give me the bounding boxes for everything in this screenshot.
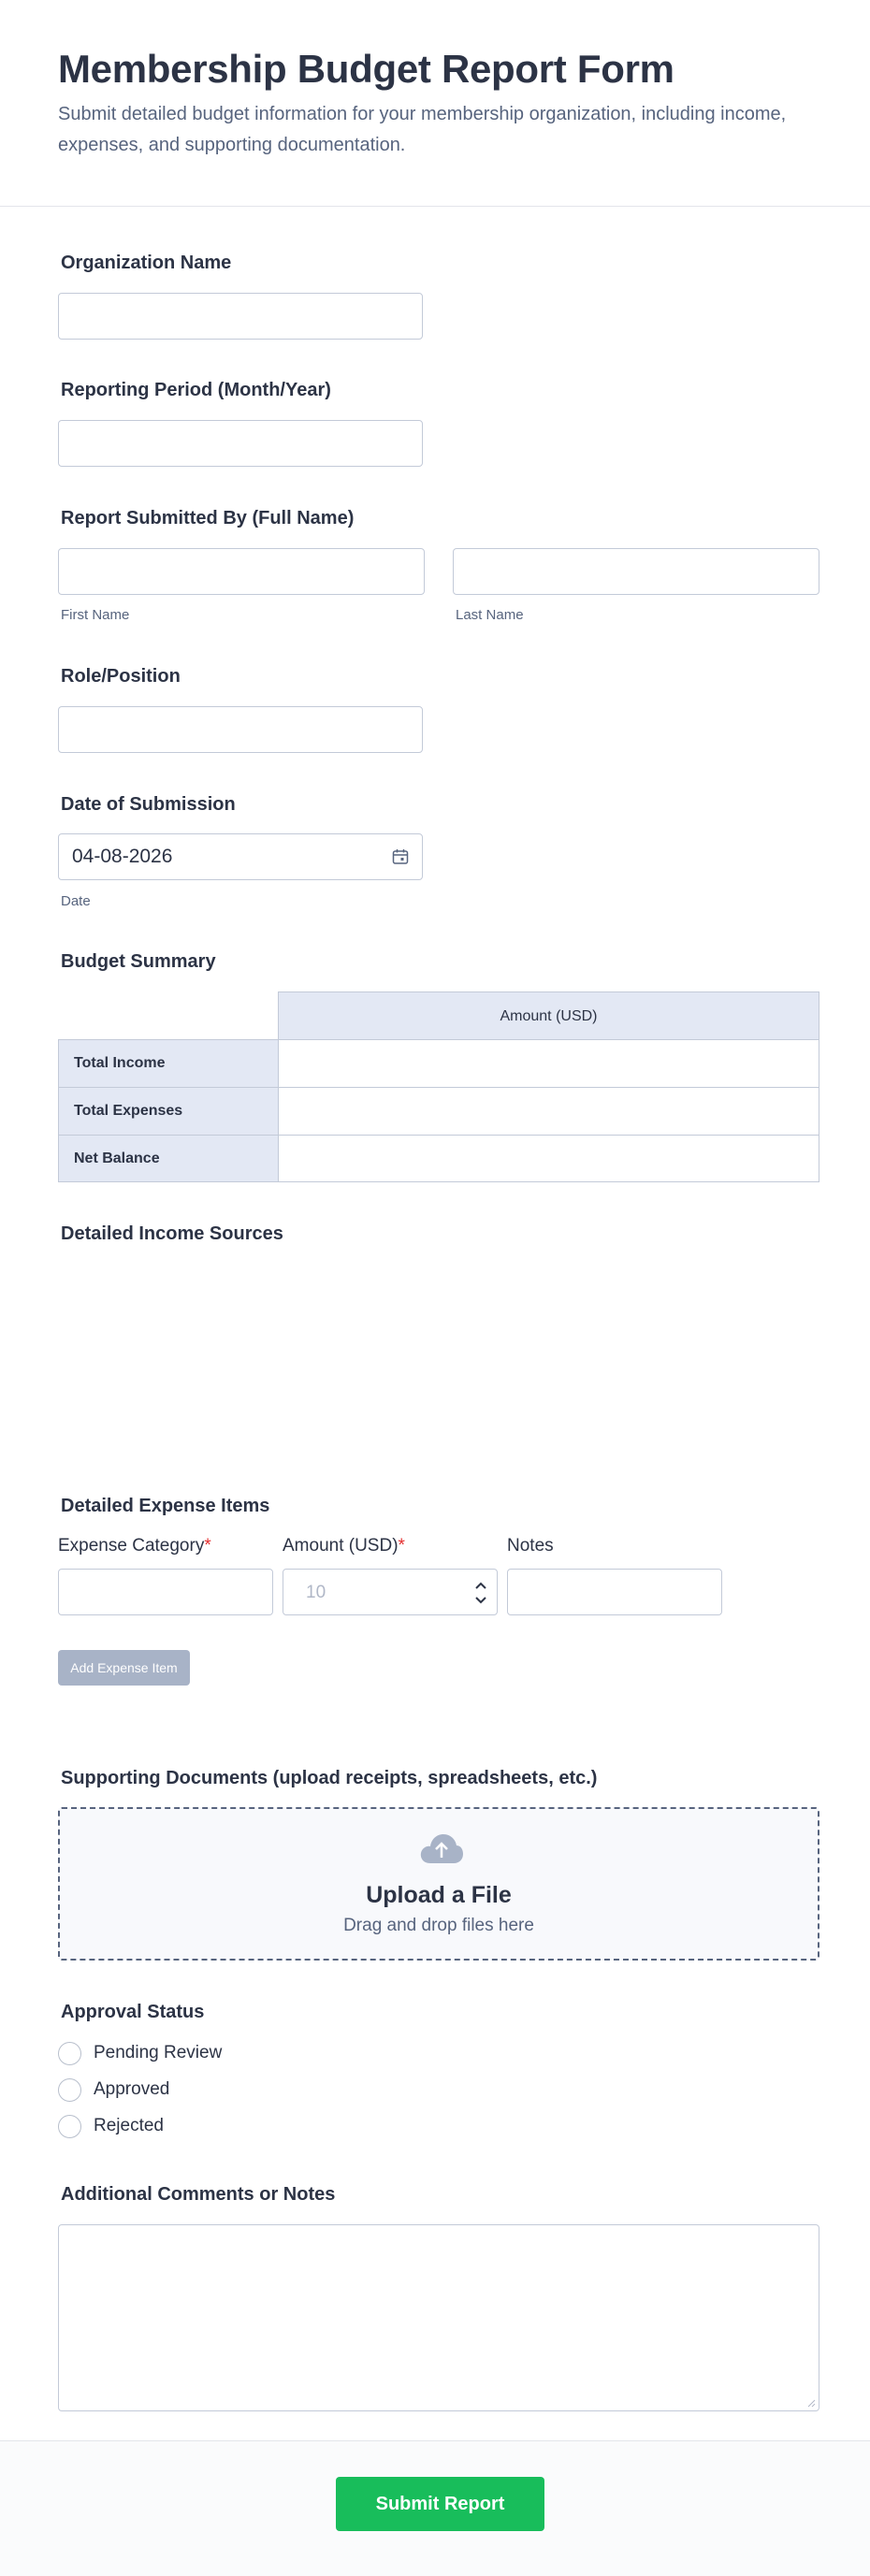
last-name-input[interactable] (453, 548, 819, 595)
documents-label: Supporting Documents (upload receipts, spreadsheets, etc.) (61, 1768, 598, 1788)
amount-placeholder: 10 (306, 1583, 326, 1602)
expense-items-label: Detailed Expense Items (61, 1496, 270, 1516)
submission-date-value: 04-08-2026 (72, 846, 173, 867)
budget-summary-label: Budget Summary (61, 951, 216, 972)
form-footer (0, 2440, 870, 2576)
submission-date-label: Date of Submission (61, 794, 236, 815)
submission-date-sublabel: Date (61, 893, 91, 909)
notes-input[interactable] (507, 1569, 722, 1615)
expense-category-input[interactable] (58, 1569, 273, 1615)
first-name-input[interactable] (58, 548, 425, 595)
organization-name-label: Organization Name (61, 253, 232, 273)
form-header (0, 0, 870, 207)
comments-textarea[interactable] (58, 2224, 819, 2411)
upload-title: Upload a File (366, 1882, 512, 1908)
required-mark: * (398, 1536, 405, 1556)
amount-label-text: Amount (USD) (283, 1536, 399, 1556)
approval-status-label: Approval Status (61, 2002, 205, 2022)
submitted-by-label: Report Submitted By (Full Name) (61, 508, 355, 528)
radio-rejected[interactable] (58, 2115, 81, 2138)
budget-row-net-balance: Net Balance (58, 1135, 278, 1181)
amount-stepper[interactable] (283, 1569, 498, 1615)
role-input[interactable] (58, 706, 423, 753)
radio-label-approved[interactable]: Approved (94, 2079, 170, 2099)
upload-subtitle: Drag and drop files here (343, 1916, 534, 1935)
budget-row-total-expenses: Total Expenses (58, 1087, 278, 1135)
reporting-period-input[interactable] (58, 420, 423, 467)
radio-pending-review[interactable] (58, 2042, 81, 2065)
total-expenses-cell[interactable] (278, 1087, 819, 1135)
page-title: Membership Budget Report Form (58, 47, 674, 91)
add-expense-item-button[interactable]: Add Expense Item (58, 1650, 190, 1686)
budget-column-header: Amount (USD) (278, 991, 819, 1039)
page-subtitle: Submit detailed budget information for your membership organization, including income, expenses, and supporting documentation. (58, 104, 787, 155)
cloud-upload-icon (419, 1831, 464, 1865)
notes-column-label: Notes (507, 1536, 554, 1556)
file-upload-dropzone[interactable] (58, 1807, 819, 1961)
radio-label-rejected[interactable]: Rejected (94, 2116, 164, 2135)
organization-name-input[interactable] (58, 293, 423, 340)
amount-column-label (283, 1536, 405, 1556)
submit-report-button[interactable]: Submit Report (336, 2477, 544, 2531)
reporting-period-label: Reporting Period (Month/Year) (61, 380, 331, 400)
role-label: Role/Position (61, 666, 181, 687)
resize-handle-icon[interactable] (806, 2398, 816, 2408)
stepper-arrows-icon[interactable] (474, 1579, 487, 1607)
expense-category-column-label (58, 1536, 211, 1556)
budget-row-total-income: Total Income (58, 1039, 278, 1087)
expense-category-label-text: Expense Category (58, 1536, 205, 1556)
last-name-sublabel: Last Name (456, 607, 524, 623)
required-mark: * (204, 1536, 211, 1556)
income-sources-label: Detailed Income Sources (61, 1223, 283, 1244)
radio-approved[interactable] (58, 2078, 81, 2102)
radio-label-pending-review[interactable]: Pending Review (94, 2043, 223, 2062)
submission-date-input[interactable] (58, 833, 423, 880)
total-income-cell[interactable] (278, 1039, 819, 1087)
first-name-sublabel: First Name (61, 607, 130, 623)
calendar-icon[interactable] (392, 848, 409, 865)
table-divider (58, 1181, 819, 1182)
net-balance-cell[interactable] (278, 1135, 819, 1181)
comments-label: Additional Comments or Notes (61, 2184, 336, 2205)
